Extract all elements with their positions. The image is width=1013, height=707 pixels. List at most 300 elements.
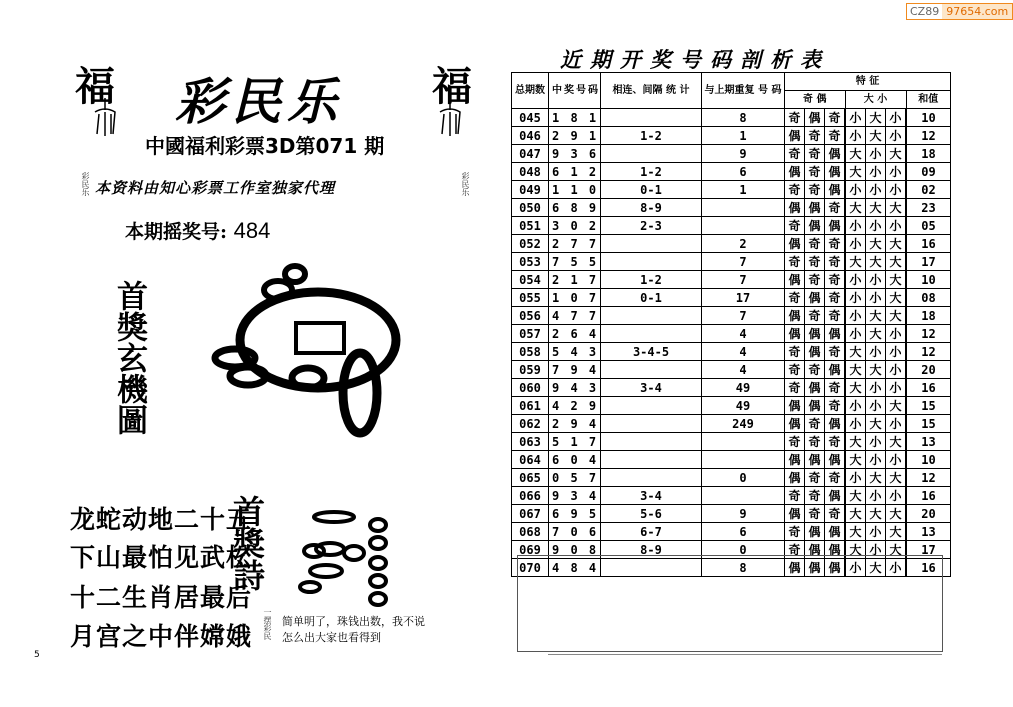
cell-repeat: 4: [702, 361, 785, 379]
cell-big-small: 小: [886, 109, 907, 127]
side-note-right: 彩民乐: [461, 172, 470, 196]
cell-odd-even: 奇: [825, 109, 846, 127]
cell-big-small: 小: [866, 433, 886, 451]
cell-odd-even: 偶: [805, 325, 825, 343]
cell-sum: 10: [906, 451, 951, 469]
cell-sum: 09: [906, 163, 951, 181]
cell-number: 0 5 7: [549, 469, 601, 487]
cell-odd-even: 奇: [805, 505, 825, 523]
cell-odd-even: 奇: [825, 235, 846, 253]
cell-big-small: 小: [845, 271, 866, 289]
poem-line-4: 月宫之中伴嫦娥: [70, 622, 253, 651]
cell-number: 4 7 7: [549, 307, 601, 325]
cell-relation: 2-3: [601, 217, 702, 235]
cell-odd-even: 奇: [825, 505, 846, 523]
table-row: [512, 181, 951, 199]
cell-odd-even: 奇: [785, 433, 805, 451]
cell-issue: 066: [512, 487, 549, 505]
cell-relation: [601, 325, 702, 343]
cell-big-small: 小: [886, 361, 907, 379]
cell-number: 6 1 2: [549, 163, 601, 181]
cell-repeat: 1: [702, 181, 785, 199]
cell-big-small: 大: [886, 469, 907, 487]
cell-issue: 067: [512, 505, 549, 523]
table-row: [512, 127, 951, 145]
cell-relation: [601, 145, 702, 163]
cell-relation: [601, 253, 702, 271]
cell-big-small: 小: [845, 307, 866, 325]
cell-sum: 12: [906, 343, 951, 361]
cell-odd-even: 偶: [825, 361, 846, 379]
cell-issue: 056: [512, 307, 549, 325]
poem-comment: [282, 614, 472, 646]
poem-line-1: 龙蛇动地二十五: [70, 505, 253, 534]
cell-odd-even: 奇: [825, 199, 846, 217]
cell-big-small: 大: [845, 199, 866, 217]
cell-relation: 1-2: [601, 163, 702, 181]
cell-issue: 051: [512, 217, 549, 235]
table-row: [512, 343, 951, 361]
cell-odd-even: 奇: [825, 433, 846, 451]
cell-issue: 053: [512, 253, 549, 271]
cell-big-small: 大: [886, 271, 907, 289]
cell-repeat: [702, 199, 785, 217]
draw-result: [125, 217, 270, 244]
poem-line-3: 十二生肖居最后: [70, 583, 253, 612]
header-big-small: 大 小: [845, 91, 906, 109]
cell-odd-even: 奇: [805, 163, 825, 181]
cell-sum: 12: [906, 325, 951, 343]
cell-repeat: 7: [702, 307, 785, 325]
cell-number: 1 8 1: [549, 109, 601, 127]
cell-odd-even: 奇: [805, 253, 825, 271]
cell-issue: 068: [512, 523, 549, 541]
cell-sum: 02: [906, 181, 951, 199]
cell-issue: 063: [512, 433, 549, 451]
cell-odd-even: 奇: [785, 361, 805, 379]
cell-issue: 069: [512, 541, 549, 559]
xuanji-title: 首獎玄機圖: [111, 280, 147, 435]
cell-issue: 057: [512, 325, 549, 343]
cell-big-small: 大: [866, 109, 886, 127]
table-row: [512, 163, 951, 181]
cell-big-small: 大: [886, 199, 907, 217]
cell-issue: 059: [512, 361, 549, 379]
history-table: [511, 72, 951, 577]
cell-sum: 10: [906, 271, 951, 289]
cell-odd-even: 奇: [785, 181, 805, 199]
cell-big-small: 小: [866, 397, 886, 415]
cell-odd-even: 偶: [785, 199, 805, 217]
cell-odd-even: 奇: [785, 343, 805, 361]
header-features: 特 征: [785, 73, 951, 91]
cell-odd-even: 奇: [805, 487, 825, 505]
cell-odd-even: 偶: [825, 451, 846, 469]
poem-comment-line-2: 怎么出大家也看得到: [282, 631, 381, 644]
cell-number: 9 4 3: [549, 379, 601, 397]
cell-odd-even: 偶: [805, 451, 825, 469]
cell-big-small: 大: [866, 307, 886, 325]
cell-repeat: 7: [702, 253, 785, 271]
header-issue: 总期数: [512, 73, 549, 109]
cell-number: 7 9 4: [549, 361, 601, 379]
cell-relation: 6-7: [601, 523, 702, 541]
header-repeat: 与上期重复 号 码: [702, 73, 785, 109]
cell-repeat: 9: [702, 505, 785, 523]
header-sum: 和值: [906, 91, 951, 109]
cell-number: 2 1 7: [549, 271, 601, 289]
cell-odd-even: 偶: [785, 559, 805, 577]
cell-sum: 18: [906, 307, 951, 325]
cell-relation: [601, 235, 702, 253]
table-row: [512, 271, 951, 289]
cell-issue: 055: [512, 289, 549, 307]
header-relation: 相连、间隔 统 计: [601, 73, 702, 109]
cell-big-small: 小: [886, 127, 907, 145]
cell-number: 9 3 4: [549, 487, 601, 505]
cell-big-small: 大: [845, 253, 866, 271]
cell-big-small: 大: [866, 253, 886, 271]
cell-sum: 15: [906, 415, 951, 433]
cell-odd-even: 偶: [805, 523, 825, 541]
cell-big-small: 小: [845, 325, 866, 343]
cell-odd-even: 偶: [825, 163, 846, 181]
cell-odd-even: 奇: [785, 145, 805, 163]
cell-number: 5 1 7: [549, 433, 601, 451]
cell-repeat: [702, 451, 785, 469]
table-row: [512, 379, 951, 397]
cell-big-small: 大: [845, 343, 866, 361]
cell-issue: 064: [512, 451, 549, 469]
poem-title: 首獎詩: [228, 495, 266, 591]
cell-big-small: 大: [886, 541, 907, 559]
watermark-site: 97654.com: [942, 4, 1012, 19]
cell-odd-even: 奇: [805, 127, 825, 145]
cell-odd-even: 偶: [805, 559, 825, 577]
table-row: [512, 109, 951, 127]
cell-big-small: 小: [845, 217, 866, 235]
cell-relation: [601, 361, 702, 379]
cell-odd-even: 奇: [825, 271, 846, 289]
table-row: [512, 523, 951, 541]
cell-odd-even: 偶: [825, 415, 846, 433]
cell-repeat: [702, 433, 785, 451]
cell-issue: 062: [512, 415, 549, 433]
poem-comment-line-1: 简单明了，珠钱出数，我不说: [282, 615, 425, 628]
cell-big-small: 小: [866, 451, 886, 469]
cell-relation: [601, 109, 702, 127]
cell-issue: 052: [512, 235, 549, 253]
cell-big-small: 大: [866, 127, 886, 145]
page-title: 彩民乐: [175, 72, 343, 131]
cell-odd-even: 奇: [825, 379, 846, 397]
draw-label: 本期摇奖号:: [125, 221, 228, 243]
cell-repeat: 6: [702, 523, 785, 541]
cell-big-small: 大: [866, 199, 886, 217]
cell-odd-even: 奇: [785, 523, 805, 541]
cell-odd-even: 偶: [805, 379, 825, 397]
cell-odd-even: 偶: [785, 271, 805, 289]
cell-odd-even: 偶: [785, 127, 805, 145]
table-row: [512, 451, 951, 469]
cell-issue: 054: [512, 271, 549, 289]
cell-issue: 045: [512, 109, 549, 127]
cell-big-small: 大: [886, 523, 907, 541]
table-row: [512, 145, 951, 163]
cell-big-small: 小: [845, 289, 866, 307]
table-row: [512, 199, 951, 217]
cell-big-small: 大: [845, 487, 866, 505]
cell-odd-even: 偶: [825, 541, 846, 559]
cell-repeat: 7: [702, 271, 785, 289]
cell-big-small: 小: [845, 235, 866, 253]
cell-odd-even: 偶: [825, 145, 846, 163]
cell-number: 4 8 4: [549, 559, 601, 577]
cell-odd-even: 偶: [825, 523, 846, 541]
cell-big-small: 大: [866, 469, 886, 487]
cell-number: 2 9 4: [549, 415, 601, 433]
cell-odd-even: 偶: [785, 505, 805, 523]
cell-sum: 20: [906, 505, 951, 523]
cell-big-small: 小: [845, 469, 866, 487]
cell-repeat: 4: [702, 325, 785, 343]
cell-number: 2 6 4: [549, 325, 601, 343]
cell-big-small: 大: [886, 505, 907, 523]
cell-number: 3 0 2: [549, 217, 601, 235]
cell-odd-even: 偶: [785, 415, 805, 433]
cell-relation: 3-4: [601, 487, 702, 505]
table-row: [512, 433, 951, 451]
side-note-left: 彩民乐: [81, 172, 90, 196]
cell-odd-even: 偶: [785, 325, 805, 343]
table-row: [512, 217, 951, 235]
cell-relation: [601, 433, 702, 451]
cell-issue: 061: [512, 397, 549, 415]
cell-sum: 16: [906, 559, 951, 577]
cell-big-small: 大: [845, 163, 866, 181]
cell-odd-even: 偶: [825, 487, 846, 505]
cell-odd-even: 偶: [785, 469, 805, 487]
cell-big-small: 小: [886, 415, 907, 433]
cell-repeat: 2: [702, 235, 785, 253]
cell-sum: 12: [906, 127, 951, 145]
cell-odd-even: 偶: [785, 235, 805, 253]
cell-big-small: 小: [886, 379, 907, 397]
cell-big-small: 大: [866, 505, 886, 523]
cell-big-small: 小: [845, 397, 866, 415]
cell-big-small: 小: [866, 271, 886, 289]
cell-odd-even: 奇: [805, 271, 825, 289]
fu-character-left: 福: [75, 63, 113, 110]
cell-number: 4 2 9: [549, 397, 601, 415]
cell-sum: 13: [906, 433, 951, 451]
cell-odd-even: 奇: [805, 361, 825, 379]
cell-repeat: 4: [702, 343, 785, 361]
table-header-row: [512, 73, 951, 91]
cell-odd-even: 奇: [805, 307, 825, 325]
cell-relation: 8-9: [601, 541, 702, 559]
cell-odd-even: 偶: [825, 217, 846, 235]
cell-big-small: 小: [866, 163, 886, 181]
cell-sum: 12: [906, 469, 951, 487]
table-row: [512, 325, 951, 343]
cell-repeat: 0: [702, 469, 785, 487]
cell-big-small: 大: [866, 415, 886, 433]
cell-repeat: 8: [702, 559, 785, 577]
cell-big-small: 小: [886, 217, 907, 235]
cell-relation: 0-1: [601, 181, 702, 199]
cell-relation: 0-1: [601, 289, 702, 307]
cell-sum: 16: [906, 235, 951, 253]
cell-big-small: 大: [886, 397, 907, 415]
table-row: [512, 415, 951, 433]
cell-repeat: 8: [702, 109, 785, 127]
cell-big-small: 小: [866, 487, 886, 505]
cell-odd-even: 奇: [805, 469, 825, 487]
cell-odd-even: 偶: [785, 163, 805, 181]
cell-sum: 17: [906, 541, 951, 559]
cell-odd-even: 偶: [785, 397, 805, 415]
cell-relation: [601, 307, 702, 325]
cell-big-small: 小: [866, 379, 886, 397]
table-row: [512, 307, 951, 325]
cell-big-small: 大: [845, 145, 866, 163]
cell-odd-even: 奇: [825, 397, 846, 415]
cell-big-small: 大: [845, 361, 866, 379]
bottom-rule: [548, 654, 942, 655]
cell-big-small: 小: [886, 451, 907, 469]
cell-sum: 05: [906, 217, 951, 235]
cell-big-small: 大: [886, 289, 907, 307]
cell-big-small: 大: [845, 523, 866, 541]
cell-sum: 10: [906, 109, 951, 127]
cell-issue: 070: [512, 559, 549, 577]
cell-big-small: 小: [886, 325, 907, 343]
poem-beads-drawing: [290, 505, 410, 610]
cell-big-small: 大: [886, 235, 907, 253]
cell-repeat: [702, 217, 785, 235]
cell-number: 7 5 5: [549, 253, 601, 271]
cell-number: 1 1 0: [549, 181, 601, 199]
cell-number: 6 9 5: [549, 505, 601, 523]
site-watermark: [906, 3, 1013, 20]
cell-issue: 049: [512, 181, 549, 199]
cell-repeat: [702, 487, 785, 505]
cell-big-small: 大: [845, 451, 866, 469]
cell-odd-even: 偶: [805, 397, 825, 415]
cell-issue: 048: [512, 163, 549, 181]
cell-sum: 20: [906, 361, 951, 379]
cell-big-small: 小: [866, 343, 886, 361]
table-row: [512, 253, 951, 271]
cell-issue: 058: [512, 343, 549, 361]
cell-odd-even: 奇: [825, 127, 846, 145]
cell-odd-even: 奇: [785, 217, 805, 235]
cell-relation: [601, 469, 702, 487]
cell-sum: 17: [906, 253, 951, 271]
cell-odd-even: 偶: [805, 217, 825, 235]
cell-odd-even: 偶: [805, 199, 825, 217]
cell-repeat: 6: [702, 163, 785, 181]
cell-big-small: 小: [866, 289, 886, 307]
agency-line: 本资料由知心彩票工作室独家代理: [95, 179, 336, 197]
cell-odd-even: 奇: [805, 433, 825, 451]
cell-odd-even: 偶: [805, 541, 825, 559]
cell-relation: 5-6: [601, 505, 702, 523]
cell-number: 9 3 6: [549, 145, 601, 163]
cell-sum: 08: [906, 289, 951, 307]
cell-number: 2 9 1: [549, 127, 601, 145]
cell-odd-even: 偶: [805, 289, 825, 307]
poem-line-2: 下山最怕见武松: [70, 543, 253, 572]
tassel-left-icon: [85, 98, 125, 138]
table-row: [512, 469, 951, 487]
tassel-right-icon: [430, 98, 470, 138]
cell-number: 6 0 4: [549, 451, 601, 469]
cell-odd-even: 奇: [805, 235, 825, 253]
cell-big-small: 小: [866, 181, 886, 199]
cell-repeat: 9: [702, 145, 785, 163]
cell-big-small: 大: [866, 235, 886, 253]
cell-odd-even: 偶: [825, 559, 846, 577]
cell-big-small: 小: [845, 559, 866, 577]
cell-issue: 060: [512, 379, 549, 397]
xuanji-riddle-drawing: [200, 248, 420, 448]
cell-big-small: 小: [845, 109, 866, 127]
cell-odd-even: 偶: [785, 307, 805, 325]
cell-number: 7 0 6: [549, 523, 601, 541]
page-number: 5: [34, 650, 40, 660]
cell-odd-even: 奇: [785, 379, 805, 397]
cell-relation: 1-2: [601, 271, 702, 289]
header-odd-even: 奇 偶: [785, 91, 846, 109]
cell-odd-even: 偶: [805, 109, 825, 127]
cell-big-small: 大: [866, 361, 886, 379]
cell-odd-even: 奇: [825, 469, 846, 487]
cell-odd-even: 奇: [825, 307, 846, 325]
cell-big-small: 大: [845, 505, 866, 523]
cell-odd-even: 奇: [785, 487, 805, 505]
cell-number: 9 0 8: [549, 541, 601, 559]
cell-odd-even: 奇: [805, 415, 825, 433]
cell-issue: 046: [512, 127, 549, 145]
cell-number: 2 7 7: [549, 235, 601, 253]
poem-side-note: 一摆彩民: [263, 608, 272, 640]
cell-big-small: 大: [866, 559, 886, 577]
cell-sum: 13: [906, 523, 951, 541]
table-title: 近期开奖号码剖析表: [560, 47, 830, 72]
cell-repeat: 249: [702, 415, 785, 433]
draw-number: 484: [233, 218, 271, 243]
cell-relation: 8-9: [601, 199, 702, 217]
cell-repeat: 17: [702, 289, 785, 307]
cell-number: 5 4 3: [549, 343, 601, 361]
cell-relation: [601, 451, 702, 469]
cell-relation: 3-4-5: [601, 343, 702, 361]
cell-sum: 16: [906, 487, 951, 505]
cell-big-small: 大: [886, 433, 907, 451]
cell-big-small: 小: [886, 163, 907, 181]
cell-odd-even: 奇: [825, 289, 846, 307]
fu-character-right: 福: [432, 63, 470, 110]
notes-box: [517, 555, 943, 652]
cell-number: 1 0 7: [549, 289, 601, 307]
cell-repeat: 49: [702, 379, 785, 397]
cell-odd-even: 奇: [785, 289, 805, 307]
cell-issue: 065: [512, 469, 549, 487]
cell-big-small: 大: [886, 145, 907, 163]
table-row: [512, 235, 951, 253]
